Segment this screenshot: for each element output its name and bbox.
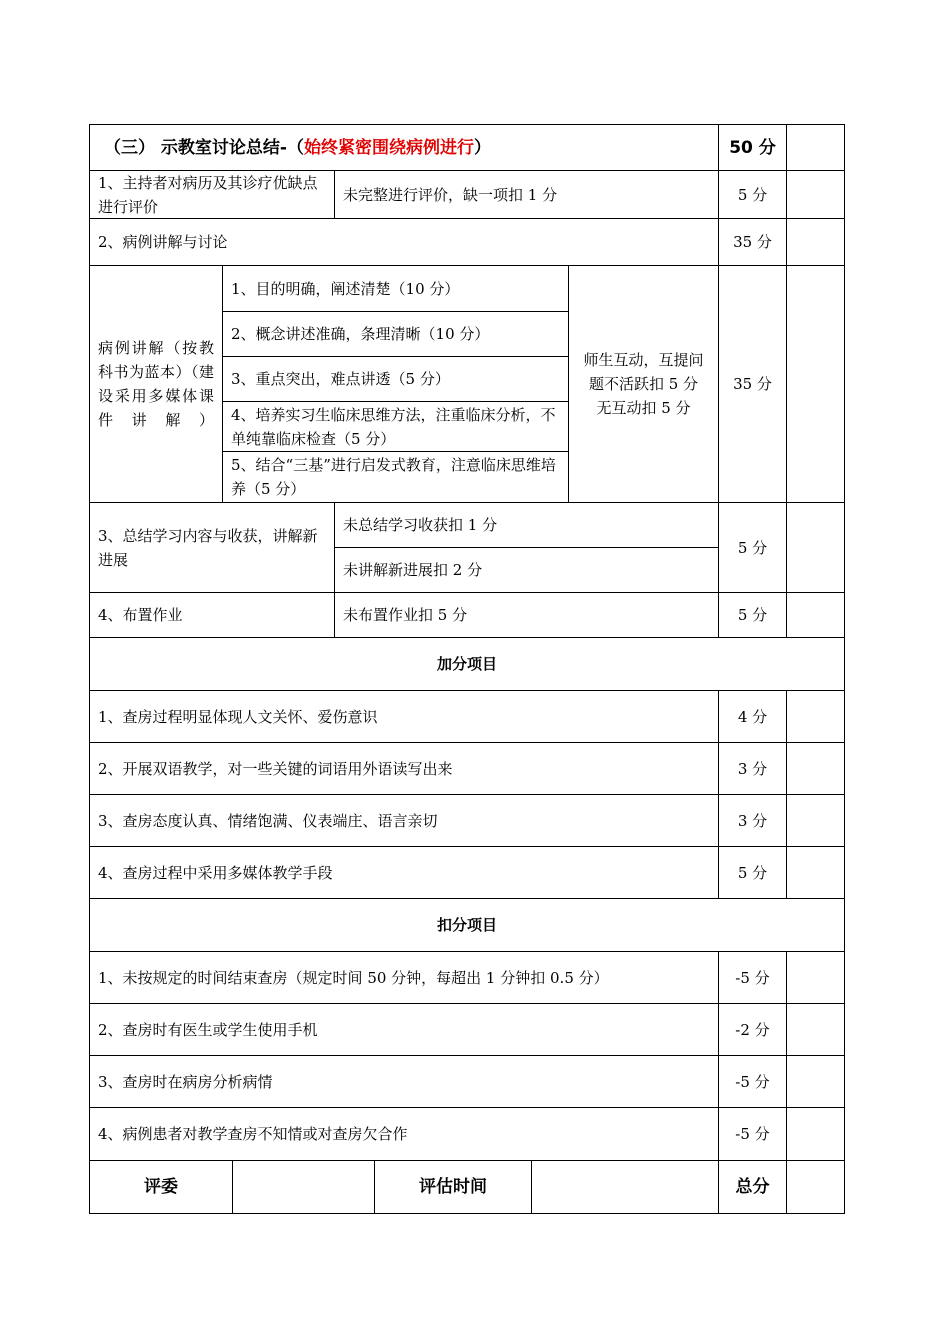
- penalty-item-3: 3、查房时在病房分析病情: [89, 1055, 719, 1108]
- case-point-4: 4、培养实习生临床思维方法，注重临床分析，不单纯靠临床检查（5 分）: [222, 401, 569, 452]
- row4-blank[interactable]: [786, 592, 845, 638]
- section-score: 50 分: [718, 124, 787, 171]
- bonus-item-2: 2、开展双语教学，对一些关键的词语用外语读写出来: [89, 742, 719, 795]
- penalty-item-1: 1、未按规定的时间结束查房（规定时间 50 分钟，每超出 1 分钟扣 0.5 分）: [89, 951, 719, 1004]
- row3-item: 3、总结学习内容与收获，讲解新进展: [89, 502, 335, 593]
- judge-field[interactable]: [232, 1160, 375, 1214]
- row3-criterion-b: 未讲解新进展扣 2 分: [334, 547, 719, 593]
- total-field[interactable]: [786, 1160, 845, 1214]
- case-point-1: 1、目的明确，阐述清楚（10 分）: [222, 265, 569, 312]
- penalty-score-1: -5 分: [718, 951, 787, 1004]
- row3-criterion-a: 未总结学习收获扣 1 分: [334, 502, 719, 548]
- bonus-item-4: 4、查房过程中采用多媒体教学手段: [89, 846, 719, 899]
- row2-score: 35 分: [718, 218, 787, 266]
- row2-item: 2、病例讲解与讨论: [89, 218, 719, 266]
- section-blank[interactable]: [786, 124, 845, 171]
- penalty-score-3: -5 分: [718, 1055, 787, 1108]
- bonus-score-2: 3 分: [718, 742, 787, 795]
- case-blank[interactable]: [786, 265, 845, 503]
- row1-score: 5 分: [718, 170, 787, 219]
- bonus-blank-1[interactable]: [786, 690, 845, 743]
- case-deduction: [568, 265, 719, 503]
- penalty-item-2: 2、查房时有医生或学生使用手机: [89, 1003, 719, 1056]
- penalty-score-4: -5 分: [718, 1107, 787, 1161]
- penalty-blank-2[interactable]: [786, 1003, 845, 1056]
- bonus-item-1: 1、查房过程明显体现人文关怀、爱伤意识: [89, 690, 719, 743]
- section-title-prefix: （三） 示教室讨论总结-（: [104, 137, 304, 158]
- bonus-score-1: 4 分: [718, 690, 787, 743]
- row4-item: 4、布置作业: [89, 592, 335, 638]
- case-deduction-text-2: 无互动扣 5 分: [596, 399, 691, 417]
- row1-criterion: 未完整进行评价，缺一项扣 1 分: [334, 170, 719, 219]
- section-title-highlight: 始终紧密围绕病例进行: [303, 137, 474, 158]
- judge-label: 评委: [89, 1160, 233, 1214]
- row4-score: 5 分: [718, 592, 787, 638]
- section-title-suffix: ）: [473, 137, 491, 158]
- time-field[interactable]: [531, 1160, 719, 1214]
- row4-criterion: 未布置作业扣 5 分: [334, 592, 719, 638]
- bonus-score-4: 5 分: [718, 846, 787, 899]
- total-label: 总分: [718, 1160, 787, 1214]
- penalty-score-2: -2 分: [718, 1003, 787, 1056]
- bonus-blank-4[interactable]: [786, 846, 845, 899]
- bonus-blank-2[interactable]: [786, 742, 845, 795]
- case-point-3: 3、重点突出，难点讲透（5 分）: [222, 356, 569, 402]
- case-label: 病例讲解（按教科书为蓝本）（建设采用多媒体课件讲解）: [89, 265, 223, 503]
- case-score: 35 分: [718, 265, 787, 503]
- row1-item: 1、主持者对病历及其诊疗优缺点进行评价: [89, 170, 335, 219]
- case-point-2: 2、概念讲述准确，条理清晰（10 分）: [222, 311, 569, 357]
- section-title: [89, 124, 719, 171]
- case-point-5: 5、结合“三基”进行启发式教育，注意临床思维培养（5 分）: [222, 451, 569, 503]
- penalty-blank-4[interactable]: [786, 1107, 845, 1161]
- case-deduction-text: 师生互动，互提问题不活跃扣 5 分: [583, 351, 704, 393]
- bonus-blank-3[interactable]: [786, 794, 845, 847]
- penalty-blank-3[interactable]: [786, 1055, 845, 1108]
- bonus-header: 加分项目: [89, 637, 845, 691]
- penalty-blank-1[interactable]: [786, 951, 845, 1004]
- penalty-header: 扣分项目: [89, 898, 845, 952]
- evaluation-table: [89, 124, 845, 1214]
- penalty-item-4: 4、病例患者对教学查房不知情或对查房欠合作: [89, 1107, 719, 1161]
- row3-score: 5 分: [718, 502, 787, 593]
- bonus-score-3: 3 分: [718, 794, 787, 847]
- row3-blank[interactable]: [786, 502, 845, 593]
- row2-blank[interactable]: [786, 218, 845, 266]
- time-label: 评估时间: [374, 1160, 532, 1214]
- bonus-item-3: 3、查房态度认真、情绪饱满、仪表端庄、语言亲切: [89, 794, 719, 847]
- row1-blank[interactable]: [786, 170, 845, 219]
